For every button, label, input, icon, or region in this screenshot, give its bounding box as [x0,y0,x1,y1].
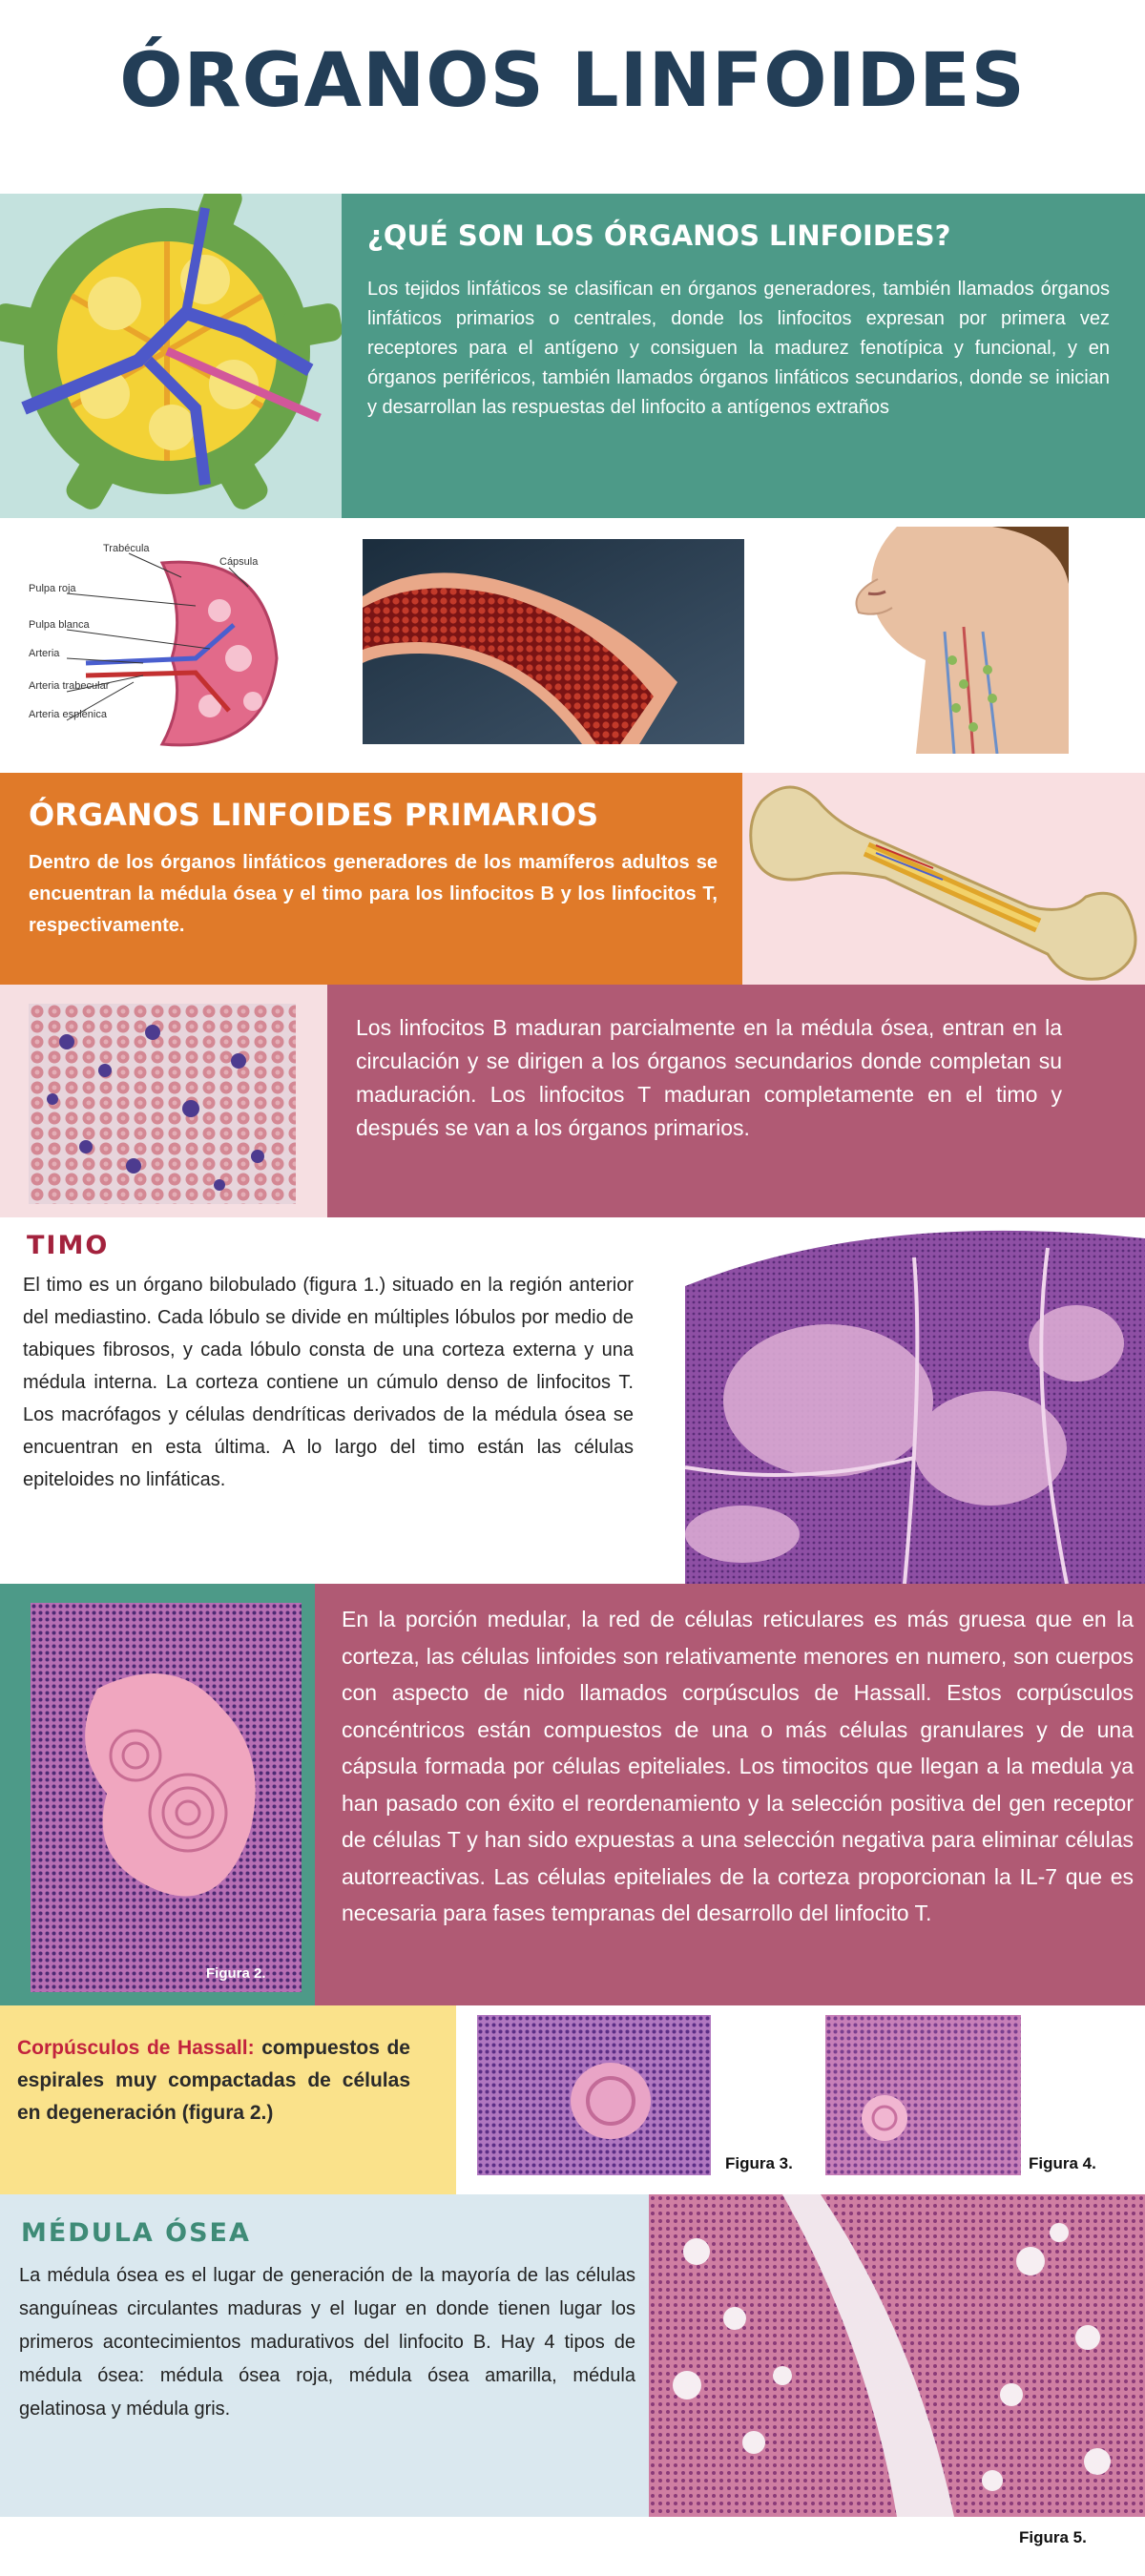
page-title: ÓRGANOS LINFOIDES [119,38,1026,124]
figure-5-label: Figura 5. [1019,2528,1087,2546]
maturation-body: Los linfocitos B maduran parcialmente en la médula ósea, entran en la circulación y se dirigen a los órganos secundarios donde completan su maduración. Los linfocitos T maduran completamente en el timo y después se van a los órganos primarios. [356,1015,1062,1140]
diagram-label: Arteria trabecular [29,680,110,692]
bone-illustration-panel [742,773,1145,985]
intro-heading: ¿QUÉ SON LOS ÓRGANOS LINFOIDES? [367,219,951,252]
primary-body: Dentro de los órganos linfáticos generadores de los mamíferos adultos se encuentran la médula ósea y el timo para los linfocitos B y los linfocitos T, respectivamente. [29,852,718,936]
diagram-label: Arteria esplénica [29,709,107,720]
medular-body: En la porción medular, la red de células reticulares es más gruesa que en la corteza, las células linfoides son relativamente menores en numero, son cuerpos con aspecto de nido llamados corpúsculos de Hassall. Estos corpúsculos concéntricos están compuestos de una o más células granulares y de una cápsula formada por células epiteliales. Los timocitos que llegan a la medula ya han pasado con éxito el reordenamiento y la selección positiva del gen receptor de células T y han sido expuestas a una selección negativa para eliminar células autorreactivas. Las células epiteliales de la corteza proporcionan la IL-7 que es necesaria para fases tempranas del desarrollo del linfocito T. [342,1607,1134,1925]
hassall-definition [17,2032,410,2129]
vessel-image [363,539,744,744]
bone-illustration [742,773,1145,985]
spleen-diagram [29,534,315,763]
medula-body: La médula ósea es el lugar de generación de la mayoría de las células sanguíneas circulantes maduras y el lugar en donde tienen lugar los primeros acontecimientos madurativos del linfocito B. Hay 4 tipos de médula ósea: médula ósea roja, médula ósea amarilla, médula gelatinosa y médula gris. [19,2265,635,2420]
hassall-description: compuestos de espirales muy compactadas de células en degeneración (figura 2.) [17,2037,410,2124]
blood-smear-image [29,1004,296,1204]
diagram-label: Pulpa blanca [29,619,90,631]
timo-heading: TIMO [27,1231,110,1260]
timo-body: El timo es un órgano bilobulado (figura 1.) situado en la región anterior del mediastino. Cada lóbulo se divide en múltiples lóbulos por medio de tabiques fibrosos, y cada lóbulo consta de una corteza externa y una médula interna. La corteza contiene un cúmulo denso de linfocitos T. Los macrófagos y células dendríticas derivados de la médula ósea se encuentran en esta última. A lo largo del timo están las células epiteloides no linfáticas. [23,1275,634,1490]
diagram-label: Trabécula [103,543,150,554]
blood-smear-panel [0,985,327,1217]
figure-4-image [825,2015,1021,2175]
hassall-image-panel [0,1584,315,2005]
diagram-label: Pulpa roja [29,583,76,594]
figure-2-label: Figura 2. [206,1965,266,1982]
intro-illustration-panel [0,194,342,518]
medula-heading: MÉDULA ÓSEA [21,2218,251,2248]
figure-4-label: Figura 4. [1029,2154,1096,2172]
diagram-label: Arteria [29,648,60,659]
figure-3-image [477,2015,711,2175]
bone-marrow-histology-image [649,2194,1145,2517]
primary-heading: ÓRGANOS LINFOIDES PRIMARIOS [29,797,599,833]
diagram-label: Cápsula [219,556,259,568]
neck-lymph-image [840,527,1069,754]
hassall-term: Corpúsculos de Hassall: [17,2037,255,2059]
thymus-histology-image [685,1219,1145,1584]
intro-body: Los tejidos linfáticos se clasifican en órganos generadores, también llamados órganos linfáticos primarios o centrales, donde los linfocitos expresan por primera vez receptores para el antígeno y consiguen la madurez fenotípica y funcional, y en órganos periféricos, también llamados órganos linfáticos secundarios, donde se inician y desarrollan las respuestas del linfocito a antígenos extraños [367,279,1110,418]
figure-3-label: Figura 3. [725,2154,793,2172]
lymph-node-illustration [0,194,342,518]
hassall-corpuscle-image [31,1603,302,1992]
